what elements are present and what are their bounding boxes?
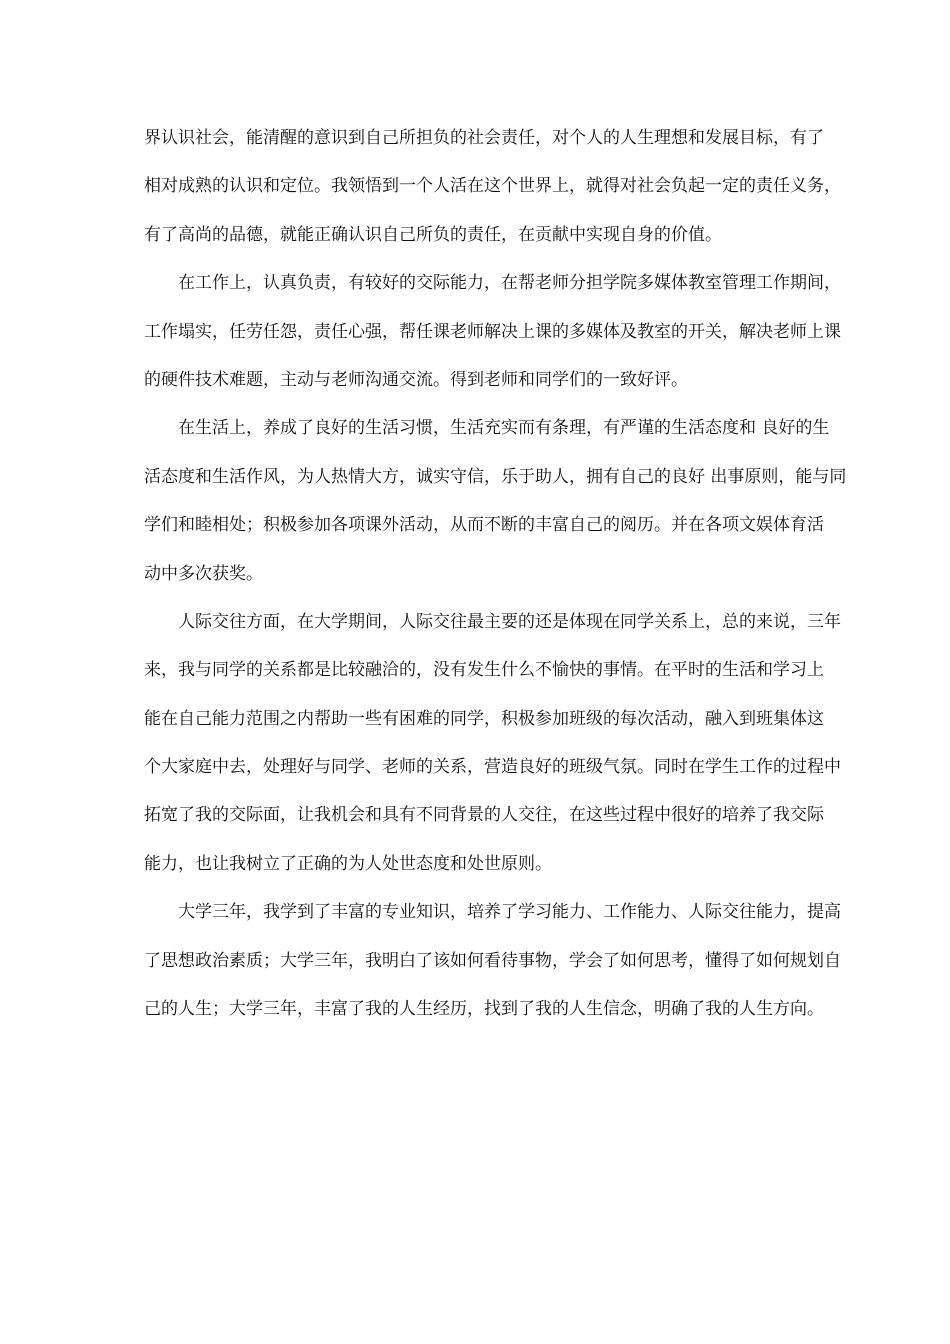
text-line: 在生活上，养成了良好的生活习惯，生活充实而有条理，有严谨的生活态度和 良好的生 (178, 418, 830, 439)
paragraph-work (144, 263, 841, 408)
paragraph-summary (144, 892, 841, 1037)
paragraph-society (144, 118, 841, 263)
paragraph-interpersonal (144, 602, 841, 892)
text-line: 学们和睦相处；积极参加各项课外活动，从而不断的丰富自己的阅历。并在各项文娱体育活 (144, 515, 824, 536)
text-line: 活态度和生活作风，为人热情大方，诚实守信，乐于助人，拥有自己的良好 出事原则，能与同 (144, 466, 847, 487)
text-line: 相对成熟的认识和定位。我领悟到一个人活在这个世界上，就得对社会负起一定的责任义务， (144, 176, 841, 197)
text-line: 动中多次获奖。 (144, 563, 263, 584)
text-line: 个大家庭中去，处理好与同学、老师的关系，营造良好的班级气氛。同时在学生工作的过程中 (144, 757, 841, 778)
paragraph-life (144, 408, 847, 602)
text-line: 的硬件技术难题，主动与老师沟通交流。得到老师和同学们的一致好评。 (144, 369, 688, 390)
text-line: 己的人生；大学三年，丰富了我的人生经历，找到了我的人生信念，明确了我的人生方向。 (144, 999, 824, 1020)
text-line: 能在自己能力范围之内帮助一些有困难的同学，积极参加班级的每次活动，融入到班集体这 (144, 708, 824, 729)
text-line: 界认识社会，能清醒的意识到自己所担负的社会责任，对个人的人生理想和发展目标，有了 (144, 128, 824, 148)
text-line: 能力，也让我树立了正确的为人处世态度和处世原则。 (144, 853, 552, 874)
text-line: 有了高尚的品德，就能正确认识自己所负的责任，在贡献中实现自身的价值。 (144, 224, 722, 245)
text-line: 在工作上，认真负责，有较好的交际能力，在帮老师分担学院多媒体教室管理工作期间， (178, 273, 841, 294)
text-line: 来，我与同学的关系都是比较融洽的，没有发生什么不愉快的事情。在平时的生活和学习上 (144, 660, 824, 681)
text-line: 大学三年，我学到了丰富的专业知识，培养了学习能力、工作能力、人际交往能力，提高 (178, 902, 841, 923)
text-line: 了思想政治素质；大学三年，我明白了该如何看待事物，学会了如何思考，懂得了如何规划自 (144, 950, 841, 971)
document-body (144, 118, 847, 1037)
text-line: 人际交往方面，在大学期间，人际交往最主要的还是体现在同学关系上，总的来说，三年 (178, 611, 841, 632)
text-line: 拓宽了我的交际面，让我机会和具有不同背景的人交往，在这些过程中很好的培养了我交际 (144, 805, 824, 826)
text-line: 工作塌实，任劳任怨，责任心强，帮任课老师解决上课的多媒体及教室的开关，解决老师上课 (144, 321, 841, 342)
